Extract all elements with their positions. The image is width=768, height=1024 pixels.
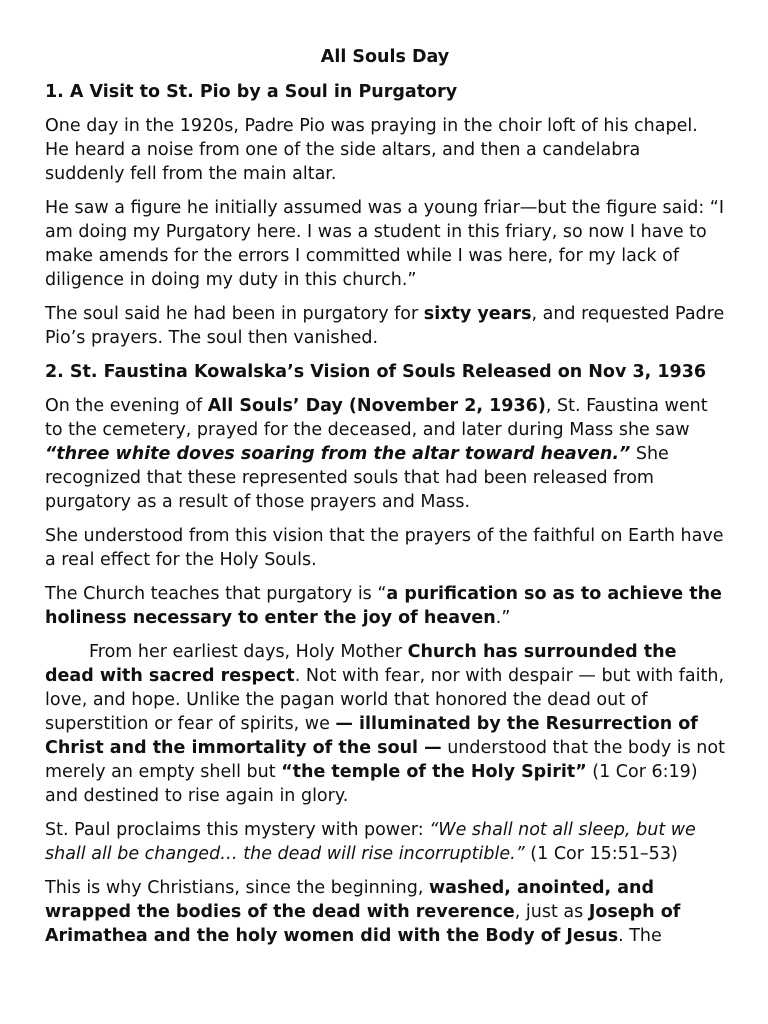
- text-run: . Not with fear, nor with despair — but with faith, love, and hope. Unlike the pagan world that honored the dead out of superstition or fear of spirits, we: [45, 666, 725, 734]
- bold-text-all-souls-date: All Souls’ Day (November 2, 1936): [207, 396, 546, 416]
- text-run: This is why Christians, since the beginning,: [45, 878, 429, 898]
- text-run: The Church teaches that purgatory is “: [45, 584, 387, 604]
- paragraph-prayers-effect: She understood from this vision that the prayers of the faithful on Earth have a real effect for the Holy Souls.: [45, 526, 724, 570]
- paragraph-sixty-years: [45, 302, 725, 350]
- document-title: All Souls Day: [320, 47, 450, 67]
- paragraph-church-teaches: [45, 582, 725, 630]
- paragraph-st-paul: [45, 818, 725, 866]
- text-run: On the evening of: [45, 396, 208, 416]
- text-run: St. Paul proclaims this mystery with power:: [45, 820, 430, 840]
- text-run: (1 Cor 6:19) and destined to rise again in glory.: [45, 762, 698, 806]
- italic-text-doves: “three white doves soaring from the altar toward heaven.”: [45, 444, 631, 464]
- paragraph-all-souls-evening: [45, 394, 725, 514]
- bold-text-joseph-arimathea: Joseph of Arimathea and the holy women did with the Body of Jesus: [45, 902, 681, 946]
- italic-quote-st-paul: “We shall not all sleep, but we shall all be changed… the dead will rise incorruptible.”: [45, 820, 696, 864]
- text-run: . The: [618, 926, 662, 946]
- bold-text-resurrection: — illuminated by the Resurrection of Christ and the immortality of the soul —: [45, 714, 698, 758]
- bold-text-purification: a purification so as to achieve the holiness necessary to enter the joy of heaven: [45, 584, 722, 628]
- section-heading-st-faustina: 2. St. Faustina Kowalska’s Vision of Souls Released on Nov 3, 1936: [45, 362, 707, 382]
- paragraph-figure-quote: He saw a figure he initially assumed was a young friar—but the figure said: “I am doing my Purgatory here. I was a student in this friary, so now I have to make amends for the errors I committed while I was here, for my lack of diligence in doing my duty in this church.”: [45, 198, 725, 290]
- section-heading-st-pio: 1. A Visit to St. Pio by a Soul in Purgatory: [45, 82, 458, 102]
- bold-text-sacred-respect: Church has surrounded the dead with sacred respect: [45, 642, 677, 686]
- text-run: , and requested Padre Pio’s prayers. The soul then vanished.: [45, 304, 725, 348]
- paragraph-christians-reverence: [45, 876, 725, 948]
- text-run: understood that the body is not merely an empty shell but: [45, 738, 725, 782]
- bold-text-sixty-years: sixty years: [423, 304, 532, 324]
- text-run: From her earliest days, Holy Mother: [89, 642, 408, 662]
- bold-text-washed-anointed: washed, anointed, and wrapped the bodies of the dead with reverence: [45, 878, 655, 922]
- paragraph-padre-pio-chapel: One day in the 1920s, Padre Pio was praying in the choir loft of his chapel. He heard a noise from one of the side altars, and then a candelabra suddenly fell from the main altar.: [45, 116, 698, 184]
- text-run: , just as: [514, 902, 589, 922]
- text-run: She recognized that these represented souls that had been released from purgatory as a result of those prayers and Mass.: [45, 444, 669, 512]
- bold-text-temple: “the temple of the Holy Spirit”: [281, 762, 587, 782]
- document-page: [45, 44, 725, 958]
- text-run: (1 Cor 15:51–53): [524, 844, 678, 864]
- paragraph-sacred-respect: [45, 640, 725, 808]
- text-run: .”: [495, 608, 511, 628]
- text-run: , St. Faustina went to the cemetery, prayed for the deceased, and later during Mass she saw: [45, 396, 708, 440]
- bold-italic-quote-doves: [45, 444, 630, 464]
- text-run: The soul said he had been in purgatory for: [45, 304, 424, 324]
